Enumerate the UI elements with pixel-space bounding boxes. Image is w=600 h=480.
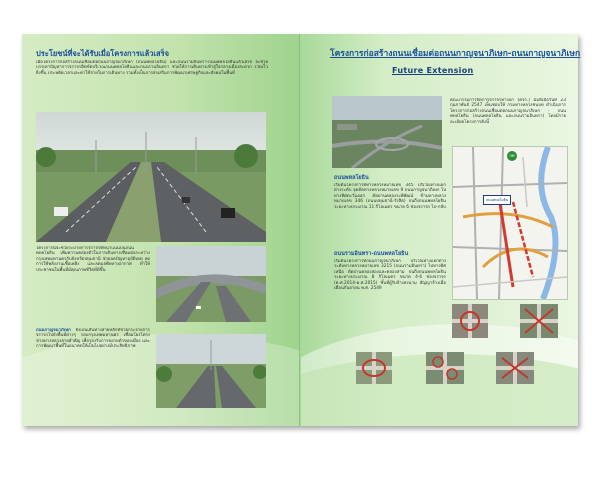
road-photo (156, 334, 266, 408)
project-map (452, 146, 568, 300)
interchange-thumb-2 (520, 304, 558, 338)
section-1-body: เริ่มต้นโครงการที่ทางหลวงหมายเลข 345 บริเวณทางแยกต่างระดับ จุดตัดทางหลวงหมายเลข 9 ถนนกาญจนาภิเษก ไปทางทิศตะวันออก ตัดผ่านคลองระพีพัฒน์ ข้ามทางหลวงหมายเลข 346 (ถนนปทุมธานี-รังสิต) จนถึงถนนพหลโยธิน ระยะทางประมาณ 11 กิโลเมตร ขนาด 6 ช่องจราจร ไป-กลับ (334, 183, 446, 210)
aerial-photo (332, 96, 442, 168)
section-2-body: เริ่มต้นโครงการที่ถนนกาญจนาภิเษก บริเวณทางแยกต่างระดับทางหลวงหมายเลข 3215 (ถนนรามอินทรา) ไปทางทิศเหนือ ตัดผ่านคลองสองและคลองสาม จนถึงถนนพหลโยธิน ระยะทางประมาณ 8 กิโลเมตร ขนาด 4-6 ช่องจราจร (ค.ศ.2014-ค.ศ.2015) ชั้นที่ผู้รับจ้างลงนาม สัญญาจ้างเมื่อเดือนกันยายน พ.ศ. 2549 (334, 259, 446, 292)
left-paragraph-2: โครงการนี้จะช่วยระบายการจราจรที่หนาแน่นบนถนนพหลโยธิน เพิ่มความคล่องตัวในการเดินทางเชื่อมต่อระหว่างกรุงเทพมหานครกับจังหวัดปทุมธานี ช่วยลดปัญหาอุบัติเหตุ ลดการใช้พลังงานเชื้อเพลิง และลดมลพิษทางอากาศ ทำให้ประชาชนในพื้นที่มีคุณภาพชีวิตที่ดีขึ้น (36, 246, 150, 273)
interchange-thumb-1 (452, 304, 488, 338)
section-1-heading: ถนนพหลโยธิน (334, 175, 369, 181)
map-label: ถนนพหลโยธิน (483, 195, 511, 205)
left-paragraph-3-text: ยังเป็นเส้นทางสายหลักที่ช่วยกระจายการจราจรไปยังพื้นที่ต่างๆ รอบกรุงเทพมหานคร เชื่อมโยงโครงข่ายทางหลวงสายสำคัญ เพื่อรองรับการขยายตัวของเมือง และการพัฒนาพื้นที่ในอนาคตให้เป็นไปอย่างมีประสิทธิภาพ (36, 328, 150, 350)
highlight-text: ถนนกาญจนาภิเษก (36, 328, 71, 333)
section-2-heading: ถนนรามอินทรา-ถนนพหลโยธิน (334, 251, 409, 257)
interchange-photo (156, 246, 266, 322)
map-badge: กท (507, 151, 517, 161)
left-heading: ประโยชน์ที่จะได้รับเมื่อโครงการแล้วเสร็จ (36, 49, 169, 58)
right-intro-paragraph: คณะกรรมการจัดการจราจรทางบก (คจร.) มีมติเมื่อวันที่ 23 กุมภาพันธ์ 2547 เห็นชอบให้ กรมทางหลวงชนบท ดำเนินการโครงการก่อสร้างถนนเชื่อมต่อถนนกาญจนาภิเษก - ถนนพหลโยธิน (ถนนพหลโยธิน และถนนรามอินทรา) โดยมีรายละเอียดโครงการดังนี้ (450, 98, 566, 125)
interchange-thumb-3 (356, 352, 392, 384)
interchange-thumb-4 (426, 352, 464, 384)
right-title: โครงการก่อสร้างถนนเชื่อมต่อถนนกาญจนาภิเษก-ถนนกาญจนาภิเษก (330, 49, 581, 59)
interchange-thumb-5 (496, 352, 534, 384)
left-paragraph-3 (36, 328, 150, 408)
highway-photo (36, 112, 266, 242)
page-fold (299, 34, 301, 426)
left-intro-paragraph: เมื่อโครงการก่อสร้างถนนเชื่อมต่อถนนกาญจนาภิเษก (ถนนพหลโยธิน) และถนนรามอินทรา-ถนนพหลโยธินแล้วเสร็จ จะช่วยบรรเทาปัญหาการจราจรติดขัดบริเวณถนนพหลโยธินและถนนรามอินทรา ช่วยให้การเดินทางเข้าสู่ใจกลางเมืองสะดวก รวดเร็วยิ่งขึ้น ประหยัดเวลาและค่าใช้จ่ายในการเดินทาง รวมทั้งเป็นการส่งเสริมการพัฒนาเศรษฐกิจและสังคมในพื้นที่ (36, 60, 268, 76)
right-subtitle: Future Extension (392, 66, 474, 75)
